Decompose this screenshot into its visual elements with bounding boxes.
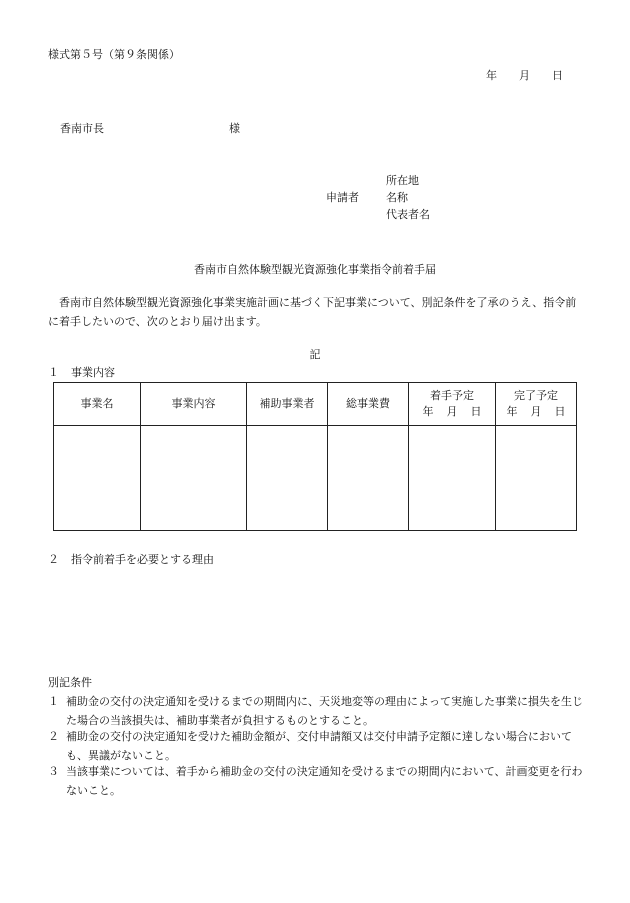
date-line — [486, 68, 563, 83]
table-row — [54, 426, 577, 531]
conditions-title: 別記条件 — [48, 676, 92, 689]
table-header-row — [54, 383, 577, 426]
body-paragraph: 香南市自然体験型観光資源強化事業実施計画に基づく下記事業について、別記条件を了承のうえ、指令前に着手したいので、次のとおり届け出ます。 — [48, 296, 577, 328]
header-subsidy-recipient: 補助事業者 — [247, 383, 328, 426]
condition-item-1 — [48, 692, 583, 730]
condition-number-3: ３ — [48, 765, 59, 778]
cell-end-date[interactable] — [496, 426, 577, 531]
applicant-rep-label: 代表者名 — [386, 208, 430, 221]
business-table — [53, 382, 577, 531]
date-day-label: 日 — [552, 69, 563, 82]
section1-heading — [48, 365, 115, 380]
header-business-content: 事業内容 — [141, 383, 247, 426]
ki-marker: 記 — [309, 348, 321, 361]
condition-item-2 — [48, 727, 583, 765]
condition-number-2: ２ — [48, 730, 59, 743]
header-end-date — [496, 383, 577, 426]
cell-start-date[interactable] — [409, 426, 496, 531]
date-month-label: 月 — [519, 69, 530, 82]
end-month-label: 月 — [530, 405, 542, 418]
start-date-label: 着手予定 — [430, 389, 474, 402]
header-start-date — [409, 383, 496, 426]
start-date-fields — [409, 404, 495, 420]
end-year-label: 年 — [506, 405, 518, 418]
form-number: 様式第５号（第９条関係） — [48, 48, 180, 61]
addressee-name: 香南市長 — [60, 122, 104, 135]
start-day-label: 日 — [470, 405, 482, 418]
cell-business-content[interactable] — [141, 426, 247, 531]
section1-title: 事業内容 — [71, 366, 115, 379]
cell-business-name[interactable] — [54, 426, 141, 531]
condition-text-2: 補助金の交付の決定通知を受けた補助金額が、交付申請額又は交付申請予定額に達しない場合においても、異議がないこと。 — [66, 730, 572, 762]
end-day-label: 日 — [554, 405, 566, 418]
section1-number: １ — [48, 366, 59, 379]
applicant-address-label: 所在地 — [386, 174, 419, 187]
start-month-label: 月 — [446, 405, 458, 418]
condition-text-1: 補助金の交付の決定通知を受けるまでの期間内に、天災地変等の理由によって実施した事業に損失を生じた場合の当該損失は、補助事業者が負担するものとすること。 — [66, 695, 583, 727]
condition-text-3: 当該事業については、着手から補助金の交付の決定通知を受けるまでの期間内において、計画変更を行わないこと。 — [66, 765, 583, 797]
header-total-cost: 総事業費 — [328, 383, 409, 426]
start-year-label: 年 — [422, 405, 434, 418]
section2-title: 指令前着手を必要とする理由 — [71, 553, 214, 566]
condition-number-1: １ — [48, 695, 59, 708]
end-date-label: 完了予定 — [514, 389, 558, 402]
document-title: 香南市自然体験型観光資源強化事業指令前着手届 — [194, 263, 436, 276]
header-business-name: 事業名 — [54, 383, 141, 426]
condition-item-3 — [48, 762, 583, 800]
addressee-honorific: 様 — [229, 122, 240, 135]
section2-heading — [48, 552, 214, 567]
applicant-name-label: 名称 — [386, 191, 408, 204]
cell-total-cost[interactable] — [328, 426, 409, 531]
cell-subsidy-recipient[interactable] — [247, 426, 328, 531]
applicant-label: 申請者 — [326, 191, 359, 204]
section2-number: ２ — [48, 553, 59, 566]
date-year-label: 年 — [486, 69, 497, 82]
end-date-fields — [496, 404, 576, 420]
